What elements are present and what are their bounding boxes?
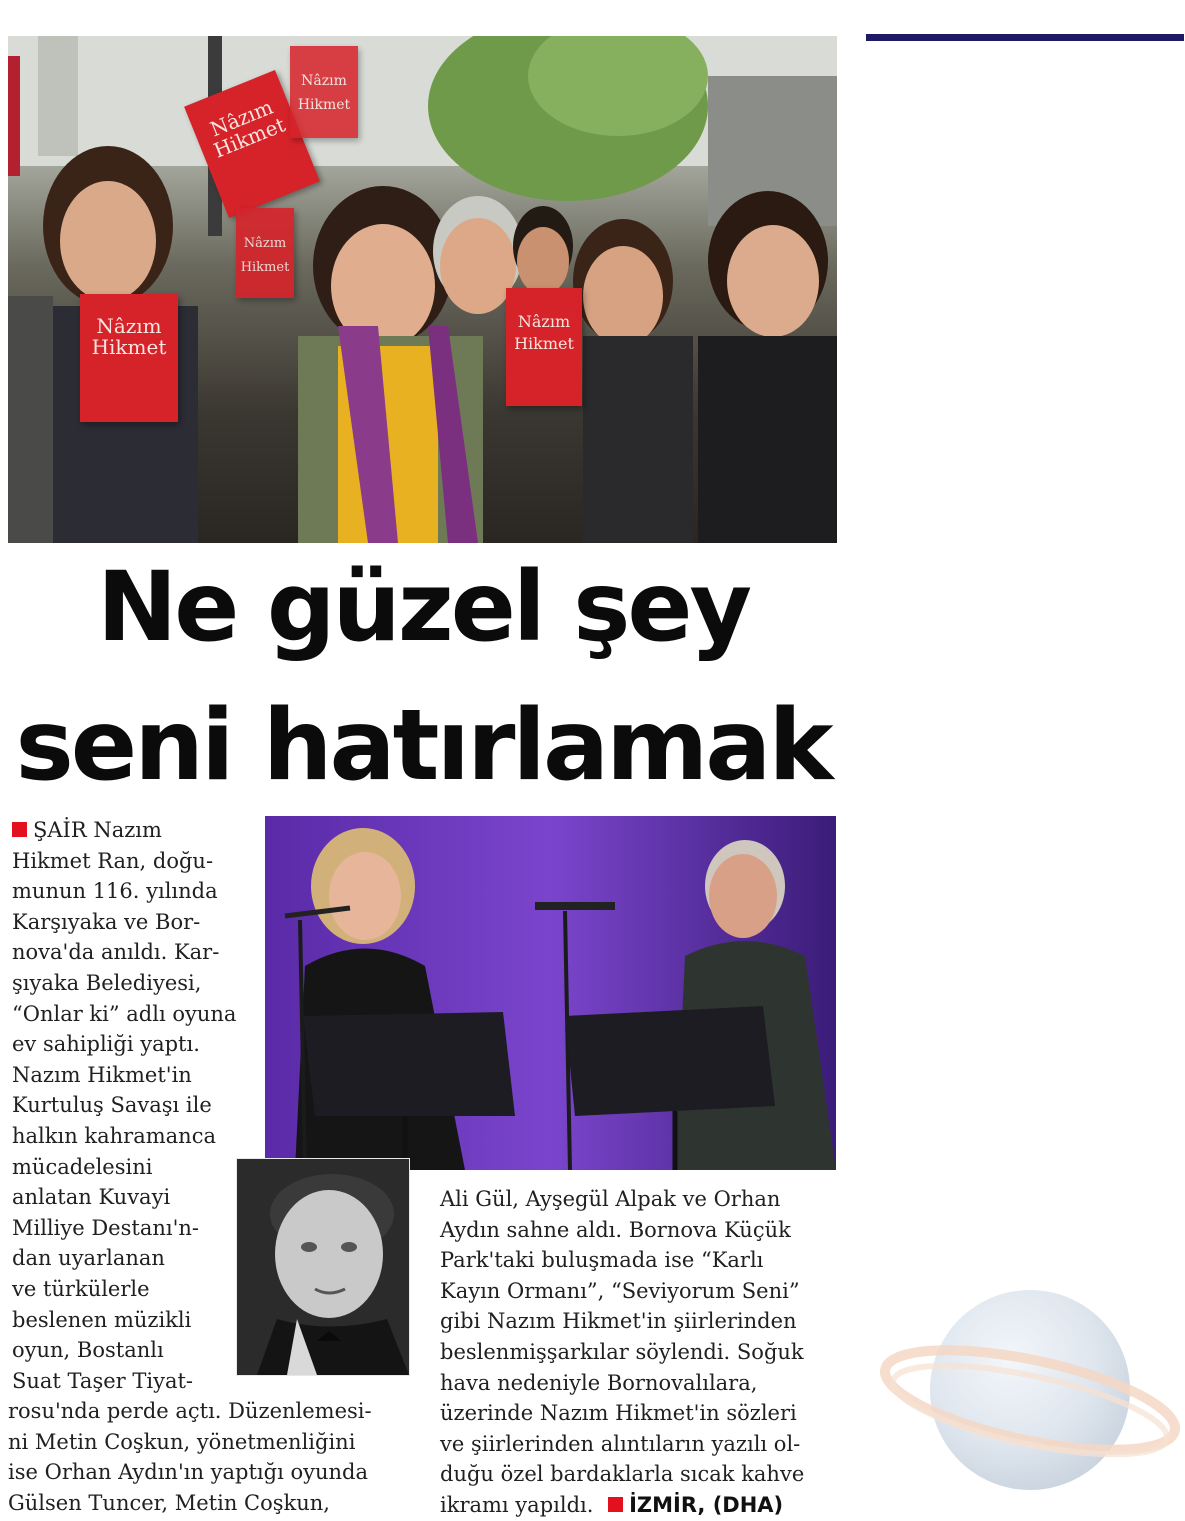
article-line: Suat Taşer Tiyat- [12,1368,194,1393]
article-line: Karşıyaka ve Bor- [12,909,201,934]
book-held-left [80,294,178,422]
article-line: anlatan Kuvayi [12,1185,171,1210]
article-line-final [440,1490,840,1521]
book-title-text: Nâzım Hikmet [514,312,574,353]
article-line: ve şiirlerinden alıntıların yazılı ol- [440,1431,801,1456]
article-line: dan uyarlanan [12,1246,165,1271]
article-line: ise Orhan Aydın'ın yaptığı oyunda [8,1460,368,1485]
article-line: beslenen müzikli [12,1307,192,1332]
article-lead-wide [8,1396,428,1518]
end-square-icon [608,1497,623,1512]
article-line: nova'da anıldı. Kar- [12,940,220,965]
book-held-right [506,288,582,406]
book-background-mid [236,208,294,298]
article-line: üzerinde Nazım Hikmet'in sözleri [440,1401,797,1426]
article-line: Milliye Destanı'n- [12,1215,199,1240]
portrait-scene [237,1159,409,1375]
crowd-scene [8,36,837,543]
article-line: “Onlar ki” adlı oyuna [12,1001,237,1026]
article-line: hava nedeniyle Bornovalılara, [440,1370,758,1395]
article-signature: İZMİR, (DHA) [629,1492,784,1517]
article-line: ni Metin Coşkun, yönetmenliğini [8,1429,356,1454]
article-line: Nazım Hikmet'in [12,1062,192,1087]
book-title-text: Nâzım Hikmet [206,94,289,163]
article-line: oyun, Bostanlı [12,1338,164,1363]
article-line: halkın kahramanca [12,1123,216,1148]
article-line: gibi Nazım Hikmet'in şiirlerinden [440,1309,797,1334]
article-line: rosu'nda perde açtı. Düzenlemesi- [8,1399,372,1423]
article-line: ŞAİR Nazım [12,815,257,846]
article-line: duğu özel bardaklarla sıcak kahve [440,1462,805,1487]
article-line: Aydın sahne aldı. Bornova Küçük [440,1217,791,1242]
article-line: mücadelesini [12,1154,153,1179]
article-lead-narrow [12,815,257,1396]
stage-performance-photo [265,816,836,1170]
book-title-text: Nâzım Hikmet [297,73,351,113]
book-title-text: Nâzım Hikmet [240,236,290,275]
article-line: şıyaka Belediyesi, [12,970,202,995]
article-line: ve türkülerle [12,1276,150,1301]
headline-line-2: seni hatırlamak [15,689,831,803]
article-line: munun 116. yılında [12,879,218,904]
article-right-column [440,1184,840,1521]
article-final-text: ikramı yapıldı. [440,1492,594,1517]
stage-scene [265,816,836,1170]
bullet-square-icon [12,822,27,837]
sidebar-top-rule [866,34,1184,41]
article-line: Kayın Ormanı”, “Seviyorum Seni” [440,1278,800,1303]
article-line: Gülsen Tuncer, Metin Coşkun, [8,1490,330,1515]
article-line: Kurtuluş Savaşı ile [12,1093,212,1118]
nazim-hikmet-portrait [236,1158,410,1376]
article-line: Hikmet Ran, doğu- [12,848,214,873]
book-title-text: Nâzım Hikmet [91,314,167,359]
article-line: ev sahipliği yaptı. [12,1032,200,1057]
article-line: beslenmişşarkılar söylendi. Soğuk [440,1339,804,1364]
book-background-top [290,46,358,138]
headline-line-1: Ne güzel şey [96,551,750,663]
article-line: Park'taki buluşmada ise “Karlı [440,1248,764,1273]
crowd-photo [8,36,837,543]
planet-icon [880,1280,1185,1512]
article-line: Ali Gül, Ayşegül Alpak ve Orhan [440,1187,781,1211]
